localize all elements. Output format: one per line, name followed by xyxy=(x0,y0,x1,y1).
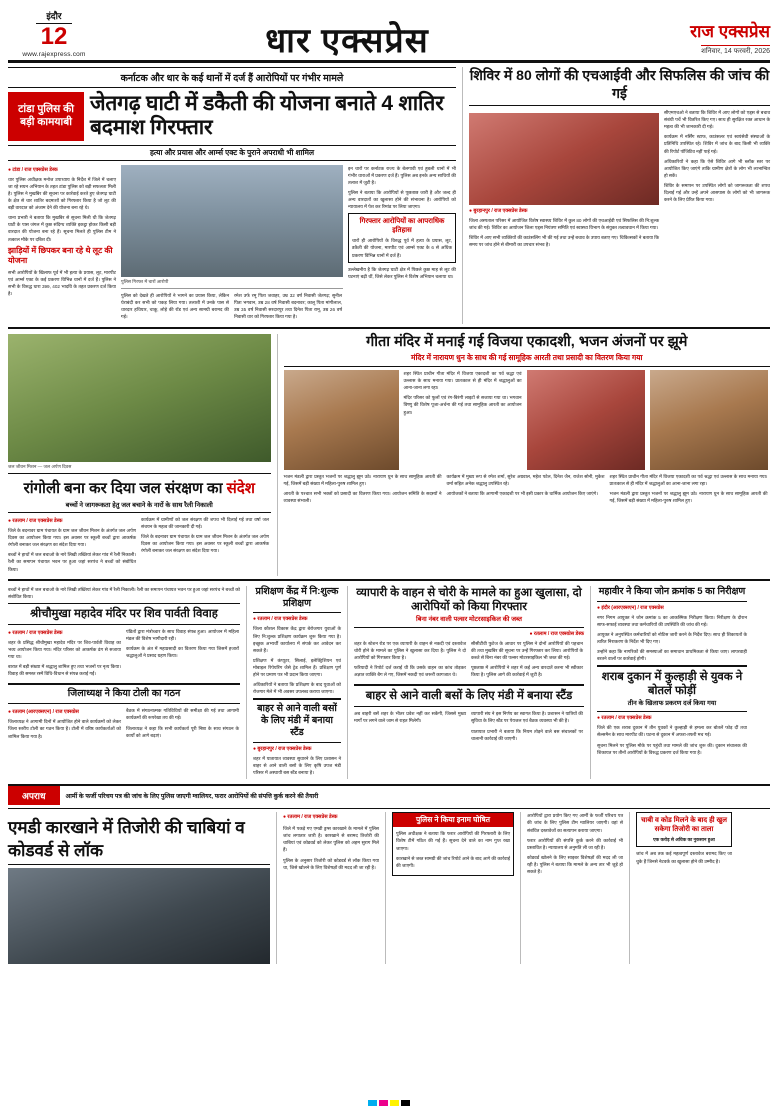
toli-para: जिलाध्यक्ष ने कहा कि सभी कार्यकर्ता पूरी निष्ठा के साथ संगठन के कार्यों को आगे बढ़ाएं। xyxy=(126,725,239,738)
rangoli-story xyxy=(8,334,271,576)
hiv-headline: शिविर में 80 लोगों की एचआईवी और सिफलिस की जांच की गई xyxy=(469,67,770,101)
lead-byline: ● टांडा / राज एक्सप्रेस डेस्क xyxy=(8,166,58,173)
bus-headline: बाहर से आने वाली बसों के लिए मंडी में बनाया स्टैंड xyxy=(365,690,573,703)
crime-para: पुलिस के अनुसार तिजोरी को कोडवर्ड से लॉक किया गया था, जिसे खोलने के लिए विशेषज्ञों की मदद ली जा रही है। xyxy=(283,857,379,870)
masthead-left xyxy=(8,6,100,58)
rangoli-para: जिले के बदनावर ग्राम पंचायत के ग्राम जल जीवन मिशन के अंतर्गत जल अर्पण दिवस का आयोजन किया गया। इस अवसर पर स्कूली बच्चों द्वारा आकर्षक रंगोली बनाकर जल संरक्षण का संदेश दिया गया। xyxy=(8,528,136,548)
geeta-para: कार्यक्रम में मुख्य रूप से रमेश शर्मा, सुरेश अग्रवाल, महेश पटेल, दिनेश जैन, राजेश सोनी, मुकेश वर्मा सहित अनेक श्रद्धालु उपस्थित रहे। xyxy=(446,473,605,487)
bus-para: यातायात प्रभारी ने बताया कि नियम तोड़ने वाले बस संचालकों पर चालानी कार्रवाई की जाएगी। xyxy=(471,728,583,741)
hiv-column-2 xyxy=(664,109,770,251)
theft-headline: व्यापारी के वाहन से चोरी के मामले का हुआ खुलासा, दो आरोपियों को किया गिरफ्तार xyxy=(356,586,582,613)
training-para: प्रशिक्षण में कंप्यूटर, सिलाई, इलेक्ट्रिशियन एवं मोबाइल रिपेयरिंग जैसे ट्रेड शामिल हैं। प्रशिक्षण पूर्ण होने पर प्रमाण पत्र भी प्रदान किया जाएगा। xyxy=(253,657,341,678)
toli-para: जिलाध्यक्ष ने आगामी दिनों में आयोजित होने वाले कार्यक्रमों को लेकर जिला स्तरीय टोली का गठन किया है। टोली में वरिष्ठ कार्यकर्ताओं को शामिल किया गया है। xyxy=(8,719,121,739)
toli-para: बैठक में संगठनात्मक गतिविधियों की समीक्षा की गई तथा आगामी कार्यक्रमों की रूपरेखा तय की गई। xyxy=(126,708,239,721)
lead-para: पुलिस ने बताया कि आरोपियों से पूछताछ जारी है और जल्द ही अन्य वारदातों का खुलासा होने की संभावना है। आरोपियों को न्यायालय में पेश कर रिमांड पर लिया जाएगा। xyxy=(348,190,456,210)
lead-column-1 xyxy=(8,165,116,324)
geeta-column-1 xyxy=(404,370,522,470)
crime-para: जिले में पकड़े गए एमडी ड्रग्स कारखाने के मामले में पुलिस जांच लगातार जारी है। कारखाने से बरामद तिजोरी की चाबियां एवं कोडवर्ड को लेकर पुलिस को अहम सुराग मिले हैं। xyxy=(283,826,379,853)
geeta-photo-1 xyxy=(284,370,399,470)
geeta-para: आयोजकों ने बताया कि आगामी एकादशी पर भी इसी प्रकार के धार्मिक आयोजन किए जाएंगे। xyxy=(446,491,598,497)
crime-band-header xyxy=(8,784,770,805)
police-box-head: पुलिस ने किया इनाम घोषित xyxy=(393,813,513,827)
toli-column-2 xyxy=(126,707,239,742)
lead-para: पुलिस को देखते ही आरोपियों ने भागने का प्रयास किया, लेकिन घेराबंदी कर सभी को पकड़ लिया गया। तलाशी में उनके पास से धारदार हथियार, चाकू, लोहे की रॉड एवं अन्य सामग्री बरामद की गई। xyxy=(121,293,229,320)
bus-column-1 xyxy=(354,710,466,744)
geeta-para: शहर स्थित प्राचीन गीता मंदिर में विजया एकादशी का पर्व श्रद्धा एवं उल्लास के साथ मनाया गया। प्रातःकाल से ही मंदिर में श्रद्धालुओं का आना-जाना लगा रहा। xyxy=(609,473,768,487)
cmyk-registration-marks xyxy=(368,1100,410,1106)
crime-para: फरार आरोपियों की संपत्ति कुर्क करने की कार्रवाई भी प्रस्तावित है। न्यायालय से अनुमति ली जा रही है। xyxy=(527,837,623,850)
crime-para: कारखाने से जब्त सामग्री की जांच रिपोर्ट आने के बाद आगे की कार्रवाई की जाएगी। xyxy=(396,855,510,868)
crime-column-2 xyxy=(527,812,623,964)
lead-subline: हत्या और प्रयास और आर्म्स एक्ट के पुराने अपराधी भी शामिल xyxy=(8,145,456,161)
geeta-column-4 xyxy=(610,473,768,507)
publisher-brand: राज एक्सप्रेस xyxy=(690,22,770,41)
hiv-photo-block xyxy=(469,109,659,251)
rangoli-byline: ● रतलाम / राज एक्सप्रेस डेस्क xyxy=(8,518,63,524)
geeta-subline: मंदिर में नारायण धुन के साथ की गई सामूहिक आरती तथा प्रसादी का वितरण किया गया xyxy=(411,352,643,362)
theft-column-2 xyxy=(471,640,583,682)
training-story xyxy=(253,586,341,780)
liquor-subline: तीन के खिलाफ प्रकरण दर्ज किया गया xyxy=(627,700,717,708)
hiv-story xyxy=(469,67,770,324)
band-three xyxy=(8,586,770,780)
bus-column-2 xyxy=(471,710,583,744)
training-para: जिला कौशल विकास केंद्र द्वारा बेरोजगार युवाओं के लिए नि:शुल्क प्रशिक्षण कार्यक्रम शुरू किया गया है। इच्छुक अभ्यर्थी कार्यालय में संपर्क कर आवेदन कर सकते हैं। xyxy=(253,626,341,653)
geeta-para: शहर स्थित प्राचीन गीता मंदिर में विजया एकादशी का पर्व श्रद्धा एवं उल्लास के साथ मनाया गया। प्रातःकाल से ही मंदिर में श्रद्धालुओं का आना-जाना लगा रहा। xyxy=(403,370,522,391)
geeta-para: मंदिर परिसर को फूलों एवं रंग-बिरंगी लाइटों से सजाया गया था। भगवान विष्णु की विशेष पूजा-अर्चना की गई तथा सामूहिक आरती का आयोजन हुआ। xyxy=(403,395,522,415)
mahaveer-para: उन्होंने कहा कि नागरिकों की समस्याओं का समाधान प्राथमिकता से किया जाए। लापरवाही बरतने वालों पर कार्रवाई होगी। xyxy=(597,648,747,662)
rangoli-para: बच्चों ने हाथों में जल बचाओ के नारे लिखी तख्तियां लेकर गांव में रैली निकाली। रैली का समापन पंचायत भवन पर हुआ जहां सरपंच ने बच्चों को संबोधित किया। xyxy=(8,552,136,572)
crime-column-3 xyxy=(636,812,732,964)
lead-band xyxy=(8,67,770,324)
mahaveer-para: नगर निगम आयुक्त ने जोन क्रमांक 5 का आकस्मिक निरीक्षण किया। निरीक्षण के दौरान साफ-सफाई व्यवस्था तथा कर्मचारियों की उपस्थिति की जांच की गई। xyxy=(597,614,747,627)
theft-subline: बिना नंबर वाली पल्सर मोटरसाइकिल की जब्त xyxy=(416,615,522,623)
lead-subhead-1: झाड़ियों में छिपकर बना रहे थे लूट की योजना xyxy=(8,245,113,265)
crime-para: कोडवर्ड खोलने के लिए साइबर विशेषज्ञों की मदद ली जा रही है। पुलिस ने बताया कि मामले के अन्य तार भी जुड़े हो सकते हैं। xyxy=(527,854,623,875)
website-url[interactable]: www.rajexpress.com xyxy=(22,51,86,58)
lead-column-2 xyxy=(121,292,229,323)
masthead xyxy=(8,6,770,63)
masthead-center xyxy=(100,24,594,58)
crime-byline: ● रतलाम / राज एक्सप्रेस डेस्क xyxy=(283,814,338,821)
theft-byline: ● रतलाम / राज एक्सप्रेस डेस्क xyxy=(529,630,584,637)
masthead-right xyxy=(594,23,770,58)
band3-col-d xyxy=(597,586,747,780)
police-reward-box xyxy=(392,812,514,964)
hiv-para: कार्यक्रम में नर्सिंग स्टाफ, काउंसलर एवं स्वयंसेवी संस्थाओं के प्रतिनिधि उपस्थित रहे। शिविर में जांच के बाद किसी भी व्यक्ति की रिपोर्ट पॉजिटिव नहीं पाई गई। xyxy=(664,134,770,154)
toli-headline: जिलाध्यक्ष ने किया टोली का गठन xyxy=(67,688,181,700)
lead-photo-caption: पुलिस गिरफ्त में चारों आरोपी xyxy=(121,278,169,284)
hiv-para: सीएमएचओ ने बताया कि शिविर में आए लोगों को एड्स से बचाव संबंधी पर्चे भी वितरित किए गए। साथ ही सुरक्षित रक्त आधान के महत्व की भी जानकारी दी गई। xyxy=(664,110,770,130)
geeta-photo-3-block xyxy=(650,370,768,470)
crime-para: पुलिस अधीक्षक ने बताया कि फरार आरोपियों की गिरफ्तारी के लिए विशेष टीमें गठित की गई हैं। सूचना देने वाले का नाम गुप्त रखा जाएगा। xyxy=(396,831,510,851)
rangoli-column-2 xyxy=(141,516,269,576)
rangoli-column-1 xyxy=(8,516,136,576)
crime-main xyxy=(8,812,270,964)
band-two xyxy=(8,334,770,576)
hiv-byline: ● बुरहानपुर / राज एक्सप्रेस डेस्क xyxy=(469,208,528,214)
issue-date: शनिवार, 14 फरवरी, 2026 xyxy=(701,45,770,56)
geeta-column-2 xyxy=(284,473,442,507)
lead-para: उल्लेखनीय है कि जेतगढ़ घाटी क्षेत्र में पिछले कुछ माह से लूट की घटनाएं बढ़ी थीं, जिसे लेकर पुलिस ने विशेष अभियान चलाया था। xyxy=(348,266,456,279)
rangoli-para: कार्यक्रम में ग्रामीणों को जल संरक्षण की शपथ भी दिलाई गई तथा वर्षा जल संचयन के महत्व की जानकारी दी गई। xyxy=(141,517,269,530)
mahaveer-headline: महावीर ने किया जोन क्रमांक 5 का निरीक्षण xyxy=(598,585,746,597)
geeta-photo-2-block xyxy=(527,370,645,470)
crime-para: जांच में अब तक कई महत्वपूर्ण दस्तावेज बरामद किए जा चुके हैं जिनसे नेटवर्क का खुलासा होने की उम्मीद है। xyxy=(636,851,732,864)
crime-subline: आर्मी के फर्जी परिचय पत्र की जांच के लिए पुलिस जाएगी ग्वालियर, फरार आरोपियों की संपत्ति कुर्क करने की तैयारी xyxy=(65,793,319,801)
geeta-headline: गीता मंदिर में मनाई गई विजया एकादशी, भजन अंजनों पर झूमे xyxy=(366,333,688,350)
page-number: 12 xyxy=(40,23,68,50)
hiv-para: शिविर के समापन पर उपस्थित लोगों को जागरूकता की शपथ दिलाई गई और उन्हें अपने आसपास के लोगों को भी जागरूक करने के लिए प्रेरित किया गया। xyxy=(664,182,770,203)
shiv-para: पंडितों द्वारा मंत्रोच्चार के साथ विवाह संपन्न हुआ। आयोजन में महिला मंडल की विशेष भागीदारी रही। xyxy=(126,628,239,641)
hiv-para: शिविर में आए सभी व्यक्तियों की काउंसलिंग भी की गई तथा उन्हें बचाव के उपाय बताए गए। चिकित्सकों ने बताया कि समय पर जांच होने से बीमारी का उपचार संभव है। xyxy=(469,235,659,248)
theft-column-1 xyxy=(354,640,466,682)
lead-para: सभी आरोपियों के खिलाफ पूर्व में भी हत्या के प्रयास, लूट, मारपीट एवं आर्म्स एक्ट के कई प्रकरण विभिन्न थानों में दर्ज हैं। पुलिस ने सभी के विरुद्ध धारा 399, 402 भादवि के तहत प्रकरण दर्ज किया है। xyxy=(8,269,116,297)
geeta-photo-2 xyxy=(527,370,645,470)
geeta-photo-3 xyxy=(650,370,768,470)
rangoli-photo xyxy=(8,334,271,462)
theft-para: पूछताछ में आरोपियों ने शहर में कई अन्य वारदातें करना भी स्वीकार किया है। पुलिस आगे की कार्रवाई में जुटी है। xyxy=(471,665,583,678)
shiv-para: बारात में बड़ी संख्या में श्रद्धालु शामिल हुए तथा भजनों पर नृत्य किया। विवाह की समस्त रस्में विधि-विधान से संपन्न कराई गईं। xyxy=(8,664,121,677)
shiv-para: शहर के प्रसिद्ध श्रीचौमुखा महादेव मंदिर पर शिव-पार्वती विवाह का भव्य आयोजन किया गया। मंदिर परिसर को आकर्षक ढंग से सजाया गया था। xyxy=(8,639,121,660)
mahaveer-byline: ● इंदौर (आरएक्सएन) / राज एक्सप्रेस xyxy=(597,604,664,611)
liquor-byline: ● रतलाम / राज एक्सप्रेस डेस्क xyxy=(597,715,652,722)
crime-photo xyxy=(8,868,270,964)
newspaper-title: धार एक्सप्रेस xyxy=(265,22,429,60)
theft-para: सीसीटीवी फुटेज के आधार पर पुलिस ने दोनों आरोपियों की पहचान की तथा मुखबिर की सूचना पर उन्हें गिरफ्तार कर लिया। आरोपियों के कब्जे से बिना नंबर की पल्सर मोटरसाइकिल भी जब्त की गई। xyxy=(471,640,583,661)
crime-infobox-text: एक करोड़ से अधिक का नुकसान हुआ xyxy=(653,837,715,843)
shiv-column-2 xyxy=(126,628,239,681)
liquor-headline: शराब दुकान में कुल्हाड़ी से युवक ने बोतलें फोड़ीं xyxy=(601,671,743,698)
geeta-para: भजन मंडली द्वारा प्रस्तुत भजनों पर श्रद्धालु झूम उठे। नारायण धुन के साथ सामूहिक आरती की गई, जिसमें बड़ी संख्या में महिला-पुरुष शामिल हुए। xyxy=(609,491,768,504)
liquor-para: जिले की एक शराब दुकान में तीन युवकों ने कुल्हाड़ी से हमला कर बोतलें फोड़ दीं तथा सेल्समैन के साथ मारपीट की। घटना से दुकान में अफरा-तफरी मच गई। xyxy=(597,725,747,738)
hiv-para: अधिकारियों ने कहा कि ऐसे शिविर आगे भी ब्लॉक स्तर पर आयोजित किए जाएंगे ताकि ग्रामीण क्षेत्रों के लोग भी लाभान्वित हो सकें। xyxy=(664,158,770,178)
lead-photo-block xyxy=(121,165,343,324)
bus-headline-small: बाहर से आने वाली बसों के लिए मंडी में बनाया स्टैंड xyxy=(257,703,337,739)
shiv-byline: ● रतलाम / राज एक्सप्रेस डेस्क xyxy=(8,629,63,636)
toli-byline: ● रतलाम (आरएक्सएन) / राज एक्सप्रेस xyxy=(8,709,79,716)
bus-para: शहर में यातायात व्यवस्था सुधारने के लिए प्रशासन ने बाहर से आने वाली बसों के लिए कृषि उपज मंडी परिसर में अस्थायी बस स्टैंड बनाया है। xyxy=(253,756,341,776)
bus-para: अब बाहरी बसें शहर के भीतर प्रवेश नहीं कर सकेंगी, जिससे मुख्य मार्गों पर लगने वाले जाम से राहत मिलेगी। xyxy=(354,711,466,724)
crime-headline: एमडी कारखाने में तिजोरी की चाबियां व कोडवर्ड से लॉक xyxy=(8,818,245,861)
lead-para: धार पुलिस अधीक्षक मनोज उपाध्याय के निर्देश में जिले में चलाए जा रहे सघन अभियान के तहत टांडा पुलिस को बड़ी सफलता मिली है। पुलिस ने मुखबिर की सूचना पर कार्रवाई करते हुए जेतगढ़ घाटी के क्षेत्र से चार शातिर बदमाशों को गिरफ्तार किया है जो लूट की बड़ी वारदात को अंजाम देने की योजना बना रहे थे। xyxy=(8,176,116,211)
geeta-para: आरती के पश्चात सभी भक्तों को प्रसादी का वितरण किया गया। आयोजन समिति के सदस्यों ने व्यवस्था संभाली। xyxy=(283,491,442,504)
lead-headline: जेतगढ़ घाटी में डकैती की योजना बनाते 4 शातिर बदमाश गिरफ्तार xyxy=(90,92,444,140)
rangoli-subline: बच्चों ने जागरूकता हेतु जल बचाने के नारों के साथ रैली निकाली xyxy=(65,502,213,509)
geeta-column-3 xyxy=(447,473,605,507)
theft-para: शहर के स्टेशन रोड पर एक व्यापारी के वाहन से नकदी एवं दस्तावेज चोरी होने के मामले का पुलिस ने खुलासा कर दिया है। पुलिस ने दो आरोपियों को गिरफ्तार किया है। xyxy=(354,640,466,661)
crime-column-1 xyxy=(283,812,379,964)
lead-para: रमेश उर्फ रमू पिता जवाहर, उम्र 32 वर्ष निवासी जेतगढ़; सुनील पिता भगवान, उम्र 28 वर्ष निवासी बदनावर; कालू पिता मांगीलाल, उम्र 35 वर्ष निवासी सरदारपुर तथा दिनेश पिता रामू, उम्र 26 वर्ष निवासी धार को गिरफ्तार किया गया है। xyxy=(234,293,342,320)
hiv-para: जिला अस्पताल परिसर में आयोजित विशेष स्वास्थ्य शिविर में कुल 80 लोगों की एचआईवी एवं सिफलिस की नि:शुल्क जांच की गई। शिविर का आयोजन जिला एड्स नियंत्रण समिति एवं स्वास्थ्य विभाग के संयुक्त तत्वावधान में किया गया। xyxy=(469,218,659,231)
rangoli-para: जिले के बदनावर ग्राम पंचायत के ग्राम जल जीवन मिशन के अंतर्गत जल अर्पण दिवस का आयोजन किया गया। इस अवसर पर स्कूली बच्चों द्वारा आकर्षक रंगोली बनाकर जल संरक्षण का संदेश दिया गया। xyxy=(141,534,269,554)
lead-infobox xyxy=(348,213,456,262)
lead-infobox-head: गिरफ्तार आरोपियों का आपराधिक इतिहास xyxy=(359,218,445,235)
crime-para: आरोपियों द्वारा प्रयोग किए गए आर्मी के फर्जी परिचय पत्र की जांच के लिए पुलिस टीम ग्वालियर जाएगी। वहां से संबंधित दस्तावेजों का सत्यापन कराया जाएगा। xyxy=(527,813,623,833)
lead-para: थाना प्रभारी ने बताया कि मुखबिर से सूचना मिली थी कि जेतगढ़ घाटी के पास जंगल में कुछ संदिग्ध व्यक्ति इकट्ठा होकर किसी बड़ी वारदात की योजना बना रहे हैं। सूचना मिलते ही पुलिस टीम ने तत्काल मौके पर दबिश दी। xyxy=(8,215,116,242)
geeta-story xyxy=(284,334,770,576)
geeta-photo-1-block xyxy=(284,370,399,470)
bus-byline: ● बुरहानपुर / राज एक्सप्रेस डेस्क xyxy=(253,746,312,753)
lead-column-3 xyxy=(234,292,342,323)
geeta-para: भजन मंडली द्वारा प्रस्तुत भजनों पर श्रद्धालु झूम उठे। नारायण धुन के साथ सामूहिक आरती की गई, जिसमें बड़ी संख्या में महिला-पुरुष शामिल हुए। xyxy=(283,473,442,487)
bus-para: व्यापारी संघ ने इस निर्णय का स्वागत किया है। प्रशासन ने यात्रियों की सुविधा के लिए स्टैंड पर पेयजल एवं बैठक व्यवस्था भी की है। xyxy=(471,711,583,724)
lead-para: इन चारों पर कर्नाटक राज्य के बेलगावी एवं हुबली थानों में भी गंभीर धाराओं में प्रकरण दर्ज हैं। पुलिस अब इनके अन्य साथियों की तलाश में जुटी है। xyxy=(348,165,456,185)
crime-infobox xyxy=(636,812,732,847)
theft-story xyxy=(354,586,584,780)
band3-col-a xyxy=(8,586,240,780)
shiv-para: कार्यक्रम के अंत में महाप्रसादी का वितरण किया गया जिसमें हजारों श्रद्धालुओं ने प्रसाद ग्रहण किया। xyxy=(126,646,239,659)
lead-story xyxy=(8,67,456,324)
crime-band xyxy=(8,812,770,964)
lead-tag: टांडा पुलिस की बड़ी कामयाबी xyxy=(8,92,84,141)
lead-column-4 xyxy=(348,165,456,324)
crime-infobox-head: चाबी व कोड मिलने के बाद ही खुल सकेगा तिजोरी का ताला xyxy=(640,817,728,834)
lead-topline: कर्नाटक और धार के कई थानों में दर्ज हैं आरोपियों पर गंभीर मामले xyxy=(8,67,456,88)
training-byline: ● रतलाम / राज एक्सप्रेस डेस्क xyxy=(253,616,308,623)
shiv-headline: श्रीचौमुखा महादेव मंदिर पर शिव पार्वती विवाह xyxy=(30,607,218,620)
mahaveer-para: आयुक्त ने अनुपस्थित कर्मचारियों को नोटिस जारी करने के निर्देश दिए। साथ ही शिकायतों के त्वरित निराकरण के निर्देश भी दिए गए। xyxy=(597,631,747,644)
edition-city: इंदौर xyxy=(36,9,71,24)
rangoli-photo-caption: जल जीवन मिशन — जल अर्पण दिवस xyxy=(8,463,72,469)
hiv-photo xyxy=(469,113,659,205)
shiv-column-1 xyxy=(8,628,121,681)
rangoli-para: बच्चों ने हाथों में जल बचाओ के नारे लिखी तख्तियां लेकर गांव में रैली निकाली। रैली का समापन पंचायत भवन पर हुआ जहां सरपंच ने बच्चों को संबोधित किया। xyxy=(8,586,240,599)
rangoli-headline: रांगोली बना कर दिया जल संरक्षण का संदेश xyxy=(23,480,255,497)
toli-column-1 xyxy=(8,707,121,742)
lead-infobox-text: चारों ही आरोपियों के विरुद्ध पूर्व में हत्या के प्रयास, लूट, डकैती की योजना, मारपीट एवं आर्म्स एक्ट के 6 से अधिक प्रकरण विभिन्न थानों में दर्ज हैं। xyxy=(352,238,452,258)
crime-section-tag: अपराध xyxy=(8,786,60,805)
training-headline: प्रशिक्षण केंद्र में नि:शुल्क प्रशिक्षण xyxy=(255,585,339,609)
lead-photo xyxy=(121,165,343,277)
training-para: अधिकारियों ने बताया कि प्रशिक्षण के बाद युवाओं को रोजगार मेले में भी अवसर उपलब्ध कराया जाएगा। xyxy=(253,682,341,695)
liquor-para: सूचना मिलने पर पुलिस मौके पर पहुंची तथा मामले की जांच शुरू की। दुकान संचालक की शिकायत पर तीनों आरोपियों के विरुद्ध प्रकरण दर्ज किया गया है। xyxy=(597,742,747,755)
theft-para: फरियादी ने रिपोर्ट दर्ज कराई थी कि उसके वाहन का कांच तोड़कर अज्ञात व्यक्ति बैग ले गए, जिसमें नकदी एवं जरूरी कागजात थे। xyxy=(354,665,466,678)
